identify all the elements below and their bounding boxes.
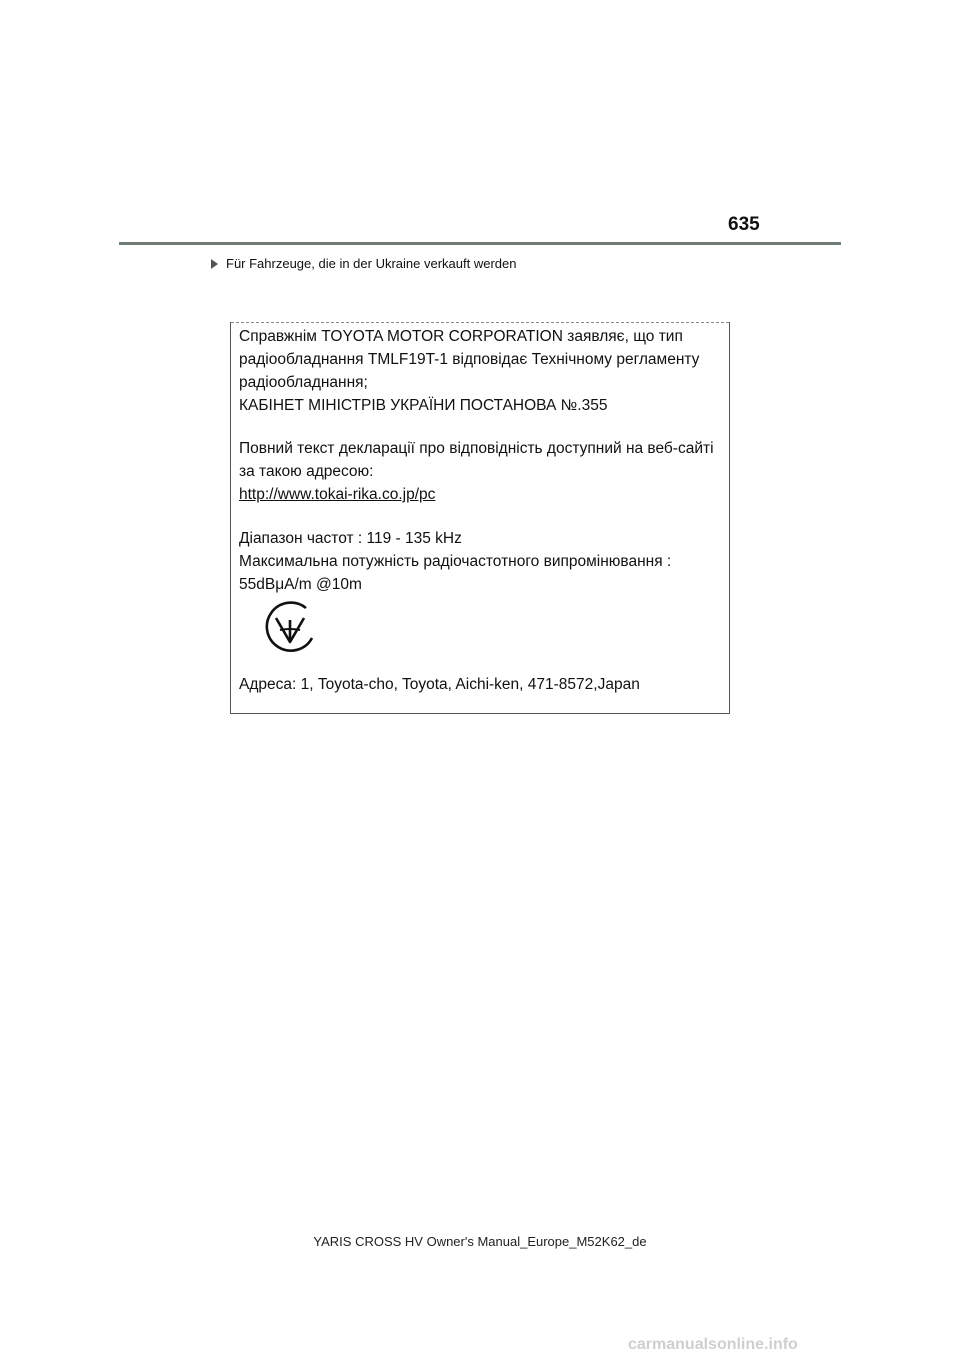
label-address: Адреса: 1, Toyota-cho, Toyota, Aichi-ken, 471-8572,Japan (239, 676, 640, 693)
header-divider (119, 242, 841, 245)
page-number: 635 (728, 214, 760, 235)
label-line-4: КАБІНЕТ МІНІСТРІВ УКРАЇНИ ПОСТАНОВА №.355 (239, 397, 608, 414)
label-line-9: 55dBμA/m @10m (239, 576, 362, 593)
label-line-5: Повний текст декларації про відповідність доступний на веб-сайті (239, 440, 714, 457)
label-line-1: Справжнім TOYOTA MOTOR CORPORATION заявляє, що тип (239, 328, 683, 345)
ukraine-conformity-mark-icon (262, 598, 318, 654)
label-line-8: Максимальна потужність радіочастотного випромінювання : (239, 553, 672, 570)
label-line-2: радіообладнання TMLF19T-1 відповідає Технічному регламенту (239, 351, 700, 368)
section-heading-text: Für Fahrzeuge, die in der Ukraine verkauft werden (226, 256, 517, 271)
triangle-bullet-icon (211, 259, 218, 269)
section-heading (211, 256, 516, 271)
declaration-link[interactable]: http://www.tokai-rika.co.jp/pc (239, 486, 436, 503)
label-line-7: Діапазон частот : 119 - 135 kHz (239, 530, 462, 547)
watermark: carmanualsonline.info (628, 1336, 798, 1353)
regulatory-label (230, 322, 730, 714)
footer-manual-title: YARIS CROSS HV Owner's Manual_Europe_M52K62_de (313, 1234, 647, 1249)
label-line-6: за такою адресою: (239, 463, 374, 480)
label-line-3: радіообладнання; (239, 374, 368, 391)
